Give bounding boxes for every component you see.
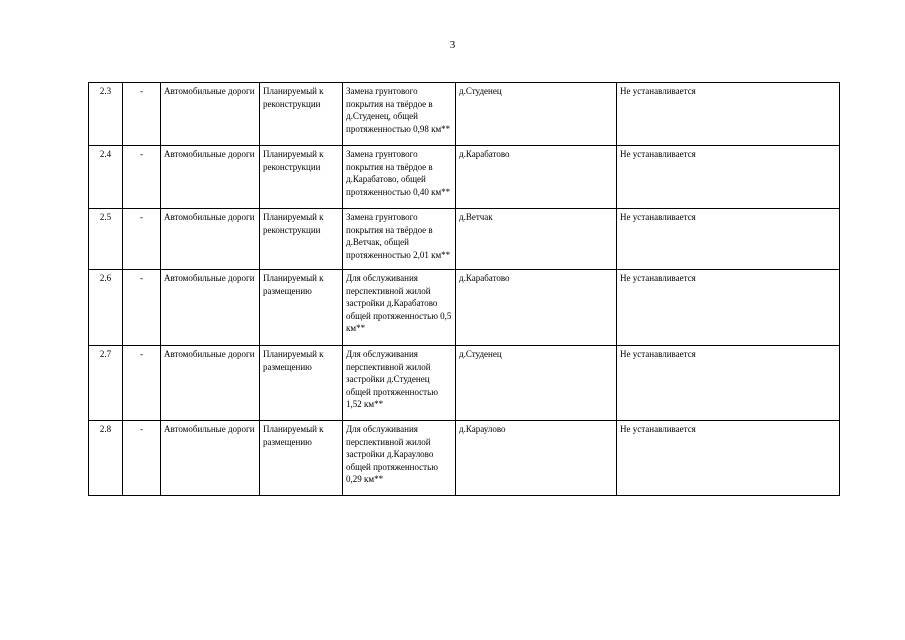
object-type-cell: Автомобильные дороги — [161, 270, 260, 346]
dash-cell: - — [123, 146, 161, 209]
table-row — [89, 209, 840, 270]
dash-cell: - — [123, 421, 161, 496]
row-number-cell: 2.8 — [89, 421, 123, 496]
zone-cell: Не устанавливается — [617, 421, 840, 496]
description-cell: Замена грунтового покрытия на твёрдое в д.Ветчак, общей протяженностью 2,01 км** — [343, 209, 456, 270]
status-cell: Планируемый к реконструкции — [260, 146, 343, 209]
status-cell: Планируемый к реконструкции — [260, 83, 343, 146]
status-cell: Планируемый к размещению — [260, 346, 343, 421]
table-row — [89, 346, 840, 421]
table-body — [89, 83, 840, 496]
location-cell: д.Карабатово — [456, 270, 617, 346]
location-cell: д.Ветчак — [456, 209, 617, 270]
table-row — [89, 270, 840, 346]
status-cell: Планируемый к размещению — [260, 421, 343, 496]
object-type-cell: Автомобильные дороги — [161, 346, 260, 421]
dash-cell: - — [123, 209, 161, 270]
row-number-cell: 2.6 — [89, 270, 123, 346]
data-table — [88, 82, 840, 496]
row-number-cell: 2.5 — [89, 209, 123, 270]
dash-cell: - — [123, 83, 161, 146]
row-number-cell: 2.3 — [89, 83, 123, 146]
table-row — [89, 83, 840, 146]
zone-cell: Не устанавливается — [617, 146, 840, 209]
description-cell: Для обслуживания перспективной жилой застройки д.Карабатово общей протяженностью 0,5 км** — [343, 270, 456, 346]
table-row — [89, 421, 840, 496]
location-cell: д.Студенец — [456, 83, 617, 146]
location-cell: д.Караулово — [456, 421, 617, 496]
row-number-cell: 2.7 — [89, 346, 123, 421]
dash-cell: - — [123, 270, 161, 346]
page-number: 3 — [449, 39, 456, 51]
zone-cell: Не устанавливается — [617, 209, 840, 270]
description-cell: Для обслуживания перспективной жилой застройки д.Караулово общей протяженностью 0,29 км** — [343, 421, 456, 496]
dash-cell: - — [123, 346, 161, 421]
table-row — [89, 146, 840, 209]
zone-cell: Не устанавливается — [617, 83, 840, 146]
description-cell: Замена грунтового покрытия на твёрдое в д.Карабатово, общей протяженностью 0,40 км** — [343, 146, 456, 209]
zone-cell: Не устанавливается — [617, 270, 840, 346]
status-cell: Планируемый к размещению — [260, 270, 343, 346]
object-type-cell: Автомобильные дороги — [161, 146, 260, 209]
object-type-cell: Автомобильные дороги — [161, 421, 260, 496]
description-cell: Для обслуживания перспективной жилой застройки д.Студенец общей протяженностью 1,52 км** — [343, 346, 456, 421]
description-cell: Замена грунтового покрытия на твёрдое в д.Студенец, общей протяженностью 0,98 км** — [343, 83, 456, 146]
location-cell: д.Карабатово — [456, 146, 617, 209]
location-cell: д.Студенец — [456, 346, 617, 421]
object-type-cell: Автомобильные дороги — [161, 83, 260, 146]
status-cell: Планируемый к реконструкции — [260, 209, 343, 270]
row-number-cell: 2.4 — [89, 146, 123, 209]
zone-cell: Не устанавливается — [617, 346, 840, 421]
object-type-cell: Автомобильные дороги — [161, 209, 260, 270]
